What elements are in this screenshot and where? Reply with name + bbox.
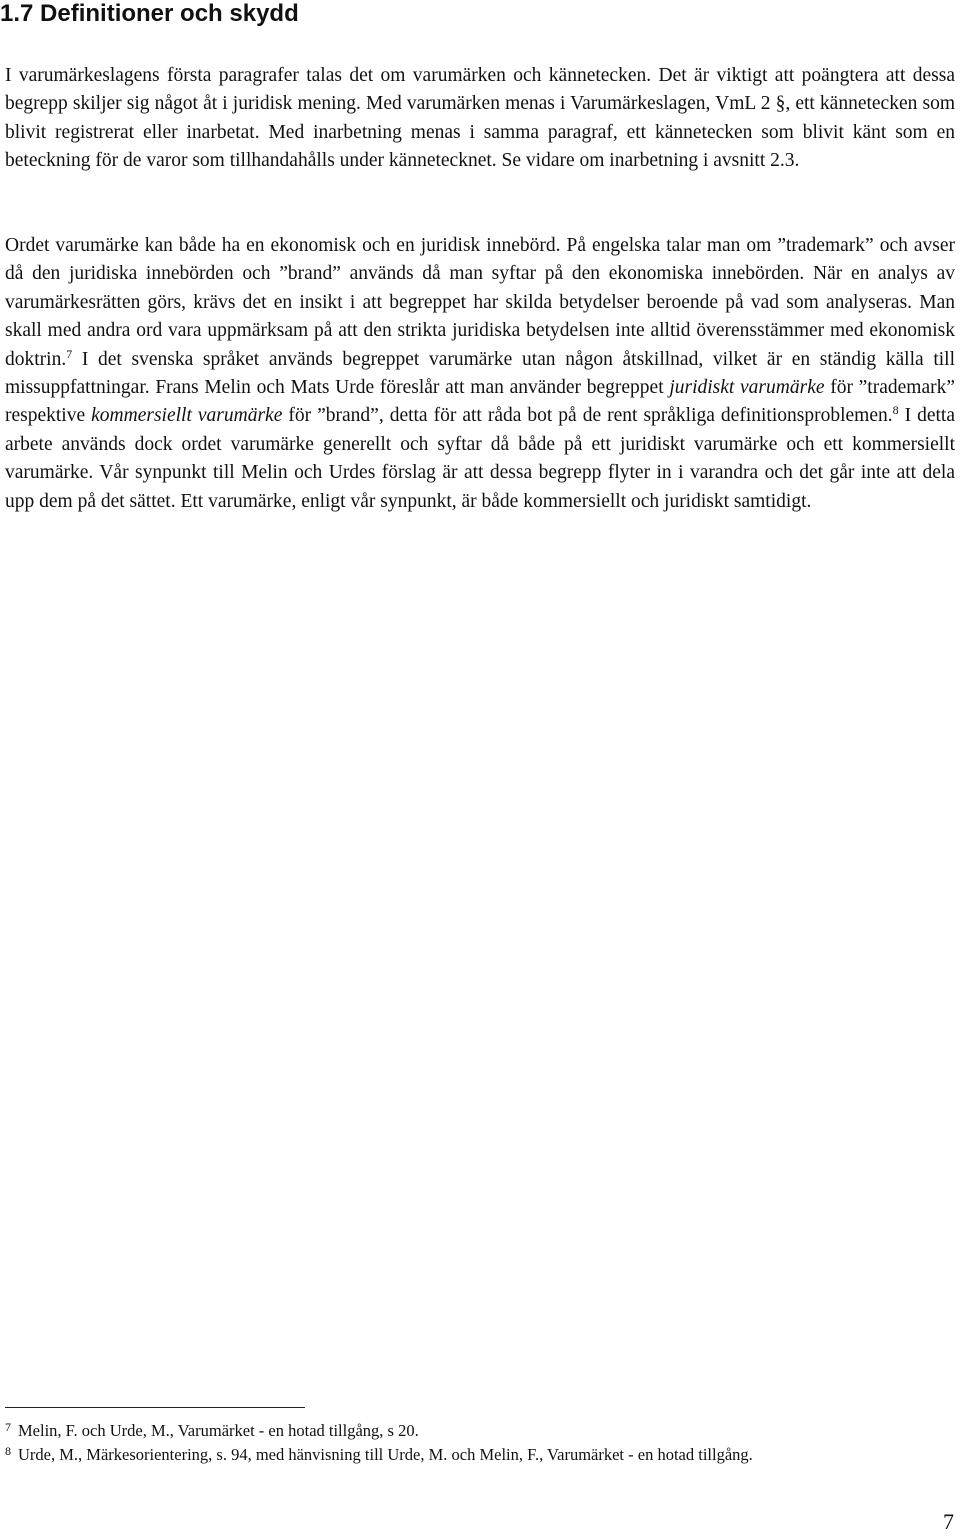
paragraph-text: Ordet varumärke kan både ha en ekonomisk och en juridisk innebörd. På engelska talar man om ”trademark” och avser då den juridiska innebörden och ”brand” används då man syftar på den ekonomiska innebörden. När en analys av varumärkesrätten görs, krävs det en insikt i att begreppet har skilda betydelser beroende på vad som analyseras. Man skall med andra ord vara uppmärksam på att den strikta juridiska betydelsen inte alltid överensstämmer med ekonomisk doktrin. <box>5 235 955 370</box>
footnote: 7 Melin, F. och Urde, M., Varumärket - en hotad tillgång, s 20. <box>5 1420 419 1440</box>
paragraph-text: I detta arbete används dock ordet varumärke generellt och syftar då både på ett juridiskt varumärke och ett kommersiellt varumärke. Vår synpunkt till Melin och Urdes förslag är att dessa begrepp flyter in i varandra och det går inte att dela upp dem på det sättet. Ett varumärke, enligt vår synpunkt, är både kommersiellt och juridiskt samtidigt. <box>5 405 956 512</box>
page-number: 7 <box>943 1509 954 1534</box>
italic-term: kommersiellt varumärke <box>91 405 283 427</box>
footnote-divider <box>5 1407 305 1408</box>
paragraph-text: I det svenska språket används begreppet varumärke utan någon åtskillnad, vilket är en ständig källa till missuppfattningar. Frans Melin och Mats Urde föreslår att man använder begreppet <box>5 348 955 399</box>
paragraph-text: för ”brand”, detta för att råda bot på de rent språkliga definitionsproblemen. <box>282 405 893 427</box>
footnote-reference[interactable]: 7 <box>66 346 73 361</box>
footnote: 8 Urde, M., Märkesorientering, s. 94, med hänvisning till Urde, M. och Melin, F., Varumärket - en hotad tillgång. <box>5 1444 753 1464</box>
paragraph-text: för ”trademark” respektive <box>5 377 956 427</box>
italic-term: juridiskt varumärke <box>669 377 825 399</box>
paragraph-definitions <box>5 62 955 176</box>
section-heading: 1.7 Definitioner och skydd <box>0 0 299 27</box>
footnote-text: Urde, M., Märkesorientering, s. 94, med hänvisning till Urde, M. och Melin, F., Varumärket - en hotad tillgång. <box>18 1445 753 1464</box>
footnote-text: Melin, F. och Urde, M., Varumärket - en hotad tillgång, s 20. <box>18 1421 419 1440</box>
footnote-reference[interactable]: 8 <box>892 403 899 418</box>
paragraph-trademark-brand <box>5 232 955 516</box>
paragraph-text: I varumärkeslagens första paragrafer talas det om varumärken och kännetecken. Det är viktigt att poängtera att dessa begrepp skiljer sig något åt i juridisk mening. Med varumärken menas i Varumärkeslagen, VmL 2 §, ett kännetecken som blivit registrerat eller inarbetat. Med inarbetning menas i samma paragraf, ett kännetecken som blivit känt som en beteckning för de varor som tillhandahålls under kännetecknet. Se vidare om inarbetning i avsnitt 2.3. <box>5 65 955 172</box>
